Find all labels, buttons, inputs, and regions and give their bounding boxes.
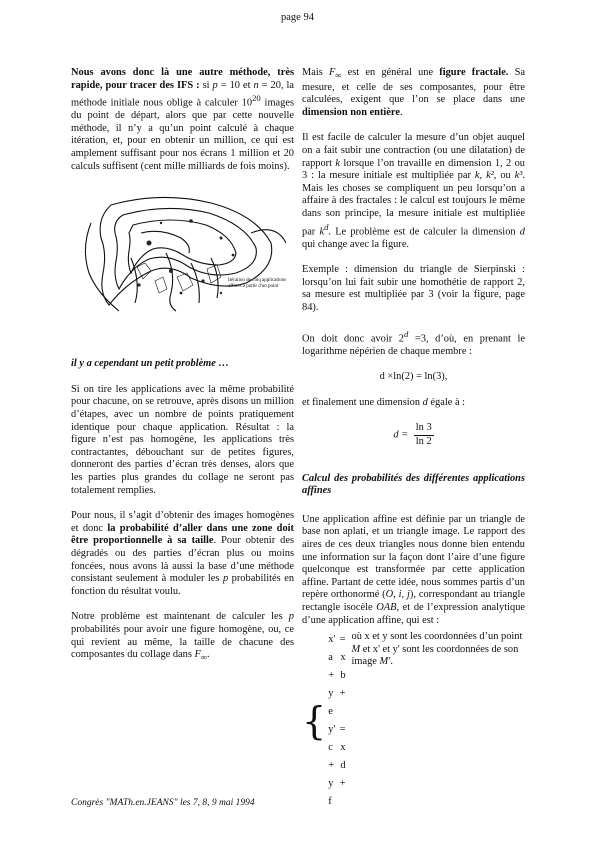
right-column <box>302 67 525 811</box>
fractal-collage-image <box>71 193 294 318</box>
equation-x: x' = a x + b y + e <box>328 634 346 718</box>
equation-dimension: d = $\frac{\ln 3}{\ln 2}$ <box>393 422 432 448</box>
equation-y: y' = c x + d y + f <box>328 724 346 808</box>
footer: Congrès "MATh.en.JEANS" les 7, 8, 9 mai 1994 <box>71 798 255 808</box>
paragraph-ifs-method: Nous avons donc là une autre méthode, très rapide, pour tracer des IFS : si p = 10 et n = 20, la méthode initiale nous oblige à calculer $10^{20}$ images du point de départ, alors que par cette nouvelle méthode, il n’y a qu’un point calculé à chaque itération, et, pour en obtenir un million, ce qui est amplement suffisant pour nos écrans 1 million et 20 calculs suffisent (cent mille milliards de fois moins). <box>71 67 294 172</box>
paragraph-homogeneous: Pour nous, il s’agit d’obtenir des images homogènes et donc la probabilité d’aller dans une zone doit être proportionnelle à sa taille. Pour obtenir des dégradés ou des parties d’écran plus ou moins foncées, nous avons là aussi la base d’une méthode consistant seulement à moduler les p probabilités en fonction du résultat voulu. <box>71 510 295 597</box>
figure-caption: Itération de cinq applications affines à partir d'un point <box>228 278 287 289</box>
section-heading-calcul: Calcul des probabilités des différentes applications affines <box>302 472 525 497</box>
affine-system <box>302 631 525 811</box>
fraction: $\frac{\ln 3}{\ln 2}$ <box>415 422 432 448</box>
paragraph-sierpinski-example: Exemple : dimension du triangle de Sierpinski : lorsqu’on lui fait subir une homothétie de rapport 2, sa mesure est multipliée par 3 (voir la figure, page 84). <box>302 264 525 314</box>
brace-icon: { <box>302 699 327 744</box>
equation-log: d ×ln(2) = ln(3), <box>379 371 448 383</box>
paragraph-fractal: Mais $F_\infty$ est en général une figure fractale. Sa mesure, et celle de ses composantes, pour être calculées, exigent que l’on se place dans une dimension non entière. <box>302 67 525 118</box>
paragraph-affine: Une application affine est définie par un triangle de base non aplati, et un triangle image. Le rapport des aires de ces deux triangles nous donne bien entendu une information sur la façon dont l’aire d’une figure quelconque est transformée par cette application affine. Partant de cette idée, nous sommes partis d’un repère orthonormé (O, i, j), correspondant au triangle rectangle isocèle OAB, et de l’expression analytique d’une application affine, qui est : <box>302 513 526 626</box>
paragraph-dimension: et finalement une dimension d égale à : <box>302 396 466 408</box>
paragraph-problem: Notre problème est maintenant de calculer les p probabilités pour avoir une figure homogène, ou, ce qui revient au même, la taille de chacune des composantes du collage dans $F_\infty$. <box>71 611 294 663</box>
paragraph-measure: Il est facile de calculer la mesure d’un objet auquel on a fait subir une contraction (ou une dilatation) de rapport k lorsque l’on travaille en dimension 1, 2 ou 3 : la mesure initiale est multipliée par k, k², ou k³. Mais les choses se compliquent un peu lorsqu’on a affaire à des fractales : le calcul est toujours le même dans son principe, la mesure initiale est multipliée par $k^d$. Le problème est de calculer la dimension d qui change avec la figure. <box>302 132 526 250</box>
paragraph-logarithm: On doit donc avoir $2^d =3$, d’où, en prenant le logarithme népérien de chaque membre : <box>302 328 526 357</box>
collage-figure <box>71 193 294 318</box>
page-number: page 94 <box>281 12 314 23</box>
paragraph-probabilities: Si on tire les applications avec la même probabilité pour chacune, on se retrouve, après disons un million d’étapes, avec un nombre de points pratiquement identique pour chaque application. Résultat : la figure n’est pas homogène, les applications très contractantes, débouchant sur de petites figures, donneront des parties d’écran très denses, alors que les parties plus grandes du collage ne seront pas totalement remplies. <box>71 383 294 496</box>
system-description: où x et y sont les coordonnées d’un point M et x' et y' sont les coordonnées de son image M'. <box>351 631 523 668</box>
left-column <box>71 67 294 677</box>
section-heading-probleme: il y a cependant un petit problème … <box>71 358 229 370</box>
